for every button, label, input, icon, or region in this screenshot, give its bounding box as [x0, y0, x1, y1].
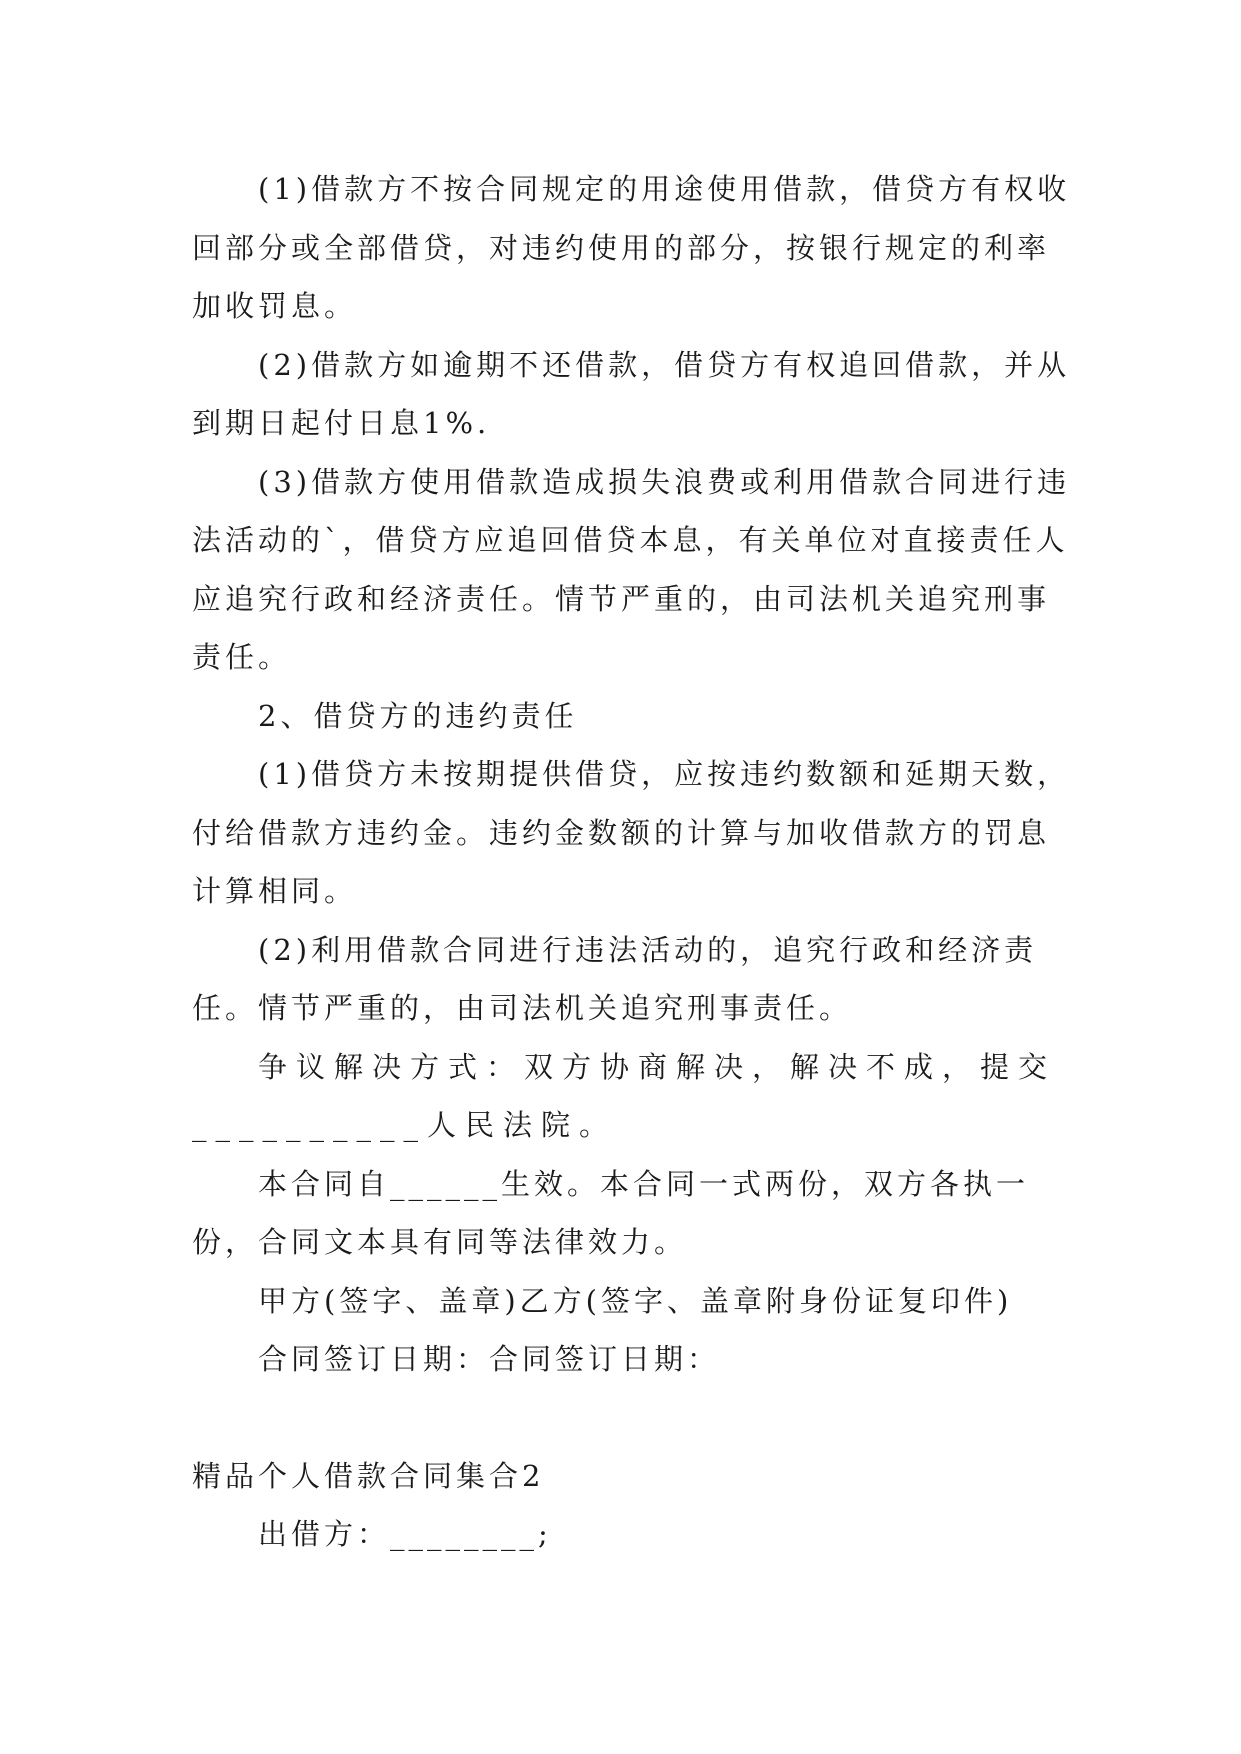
lender-breach-heading: 2、借贷方的违约责任 — [258, 698, 578, 733]
dispute-resolution-paragraph: 争议解决方式：双方协商解决，解决不成，提交__________人民法院。 — [192, 1049, 1057, 1142]
signing-date-line: 合同签订日期：合同签订日期： — [258, 1342, 721, 1376]
section-title: 精品个人借款合同集合2 — [192, 1458, 545, 1493]
document-body — [192, 160, 1072, 1564]
effective-date-paragraph: 本合同自______生效。本合同一式两份，双方各执一份，合同文本具有同等法律效力。 — [192, 1166, 1030, 1259]
clause-2-2-paragraph: (2)利用借款合同进行违法活动的，追究行政和经济责任。情节严重的，由司法机关追究刑事责任。 — [192, 932, 1038, 1025]
lender-line: 出借方：________; — [258, 1517, 552, 1551]
clause-1-2-paragraph: (2)借款方如逾期不还借款，借贷方有权追回借款，并从到期日起付日息1%. — [192, 347, 1071, 440]
signature-parties-line: 甲方(签字、盖章)乙方(签字、盖章附身份证复印件) — [258, 1283, 1013, 1318]
clause-1-1-paragraph: (1)借款方不按合同规定的用途使用借款，借贷方有权收回部分或全部借贷，对违约使用的部分，按银行规定的利率加收罚息。 — [192, 172, 1071, 323]
clause-1-3-paragraph: (3)借款方使用借款造成损失浪费或利用借款合同进行违法活动的`，借贷方应追回借贷本息，有关单位对直接责任人应追究行政和经济责任。情节严重的，由司法机关追究刑事责任。 — [192, 464, 1071, 674]
clause-2-1-paragraph: (1)借贷方未按期提供借贷，应按违约数额和延期天数，付给借款方违约金。违约金数额的计算与加收借款方的罚息计算相同。 — [192, 757, 1071, 908]
